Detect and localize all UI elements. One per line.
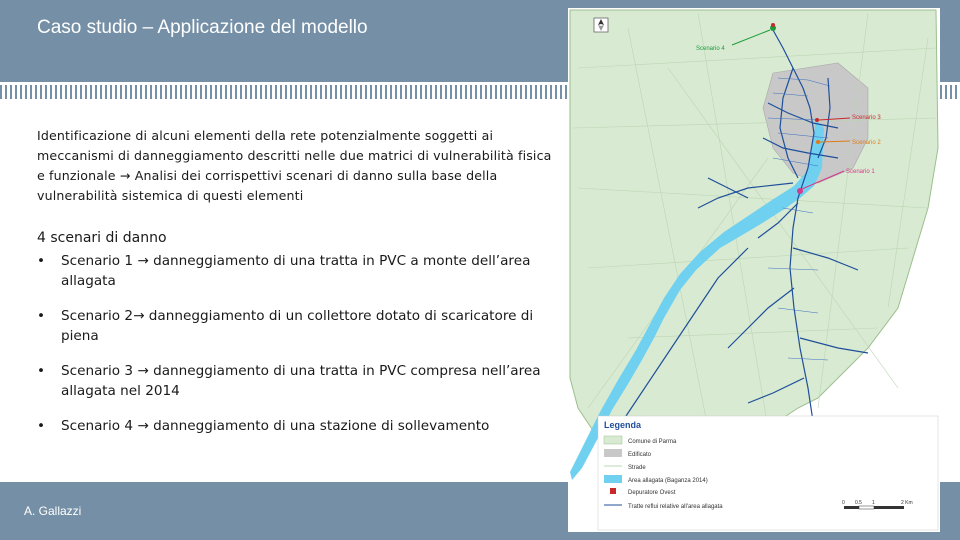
scenario4-label: Scenario 4 <box>696 46 725 52</box>
author-name: A. Gallazzi <box>24 504 82 518</box>
intro-paragraph: Identificazione di alcuni elementi della rete potenzialmente soggetti ai meccanismi di danneggiamento descritti nelle due matrici di vulnerabilità fisica e funzionale → Analisi dei corrispettivi scenari di danno sulla base della vulnerabilità sistemica di questi elementi <box>37 128 552 203</box>
bullet-icon: • <box>37 363 46 379</box>
map-legend <box>598 416 938 530</box>
scenario-item-1 <box>37 251 557 291</box>
scenario-text: Scenario 4 → danneggiamento di una stazione di sollevamento <box>61 418 490 434</box>
bullet-icon: • <box>37 308 46 324</box>
legend-item: Area allagata (Baganza 2014) <box>628 478 708 484</box>
scenario-text: Scenario 1 → danneggiamento di una tratta in PVC a monte dell’area allagata <box>61 253 531 289</box>
scale-tick: 1 <box>872 500 875 506</box>
scenario3-marker <box>815 118 819 122</box>
parma-network-map <box>568 8 940 532</box>
scenario-item-3 <box>37 361 557 401</box>
scale-tick: 0.5 <box>855 500 862 506</box>
legend-swatch-municipality <box>604 436 622 444</box>
bullet-icon: • <box>37 253 46 269</box>
legend-item: Edificato <box>628 452 652 458</box>
scenario3-label: Scenario 3 <box>852 115 881 121</box>
scenario-item-4 <box>37 416 557 436</box>
scenarios-heading: 4 scenari di danno <box>37 230 167 246</box>
scenario-item-2 <box>37 306 557 346</box>
slide-title: Caso studio – Applicazione del modello <box>37 17 368 38</box>
legend-swatch-depurator <box>610 488 616 494</box>
scenario4-point <box>771 23 775 27</box>
legend-item: Comune di Parma <box>628 439 677 445</box>
legend-item: Tratte reflui relative all'area allagata <box>628 504 723 510</box>
slide-content <box>37 126 557 451</box>
scenario2-label: Scenario 2 <box>852 140 881 146</box>
legend-item: Depuratore Ovest <box>628 490 676 496</box>
legend-item: Strade <box>628 465 646 471</box>
scenario-list <box>37 251 557 436</box>
scenario-text: Scenario 2→ danneggiamento di un collettore dotato di scaricatore di piena <box>61 308 534 344</box>
scale-tick: 0 <box>842 500 845 506</box>
legend-swatch-flooded <box>604 475 622 483</box>
north-arrow-icon <box>594 18 608 32</box>
legend-title: Legenda <box>604 420 642 430</box>
scenario2-marker <box>816 140 820 144</box>
scale-tick: 2 Km <box>901 500 913 506</box>
map-svg <box>568 8 940 532</box>
legend-swatch-built <box>604 449 622 457</box>
bullet-icon: • <box>37 418 46 434</box>
scenario-text: Scenario 3 → danneggiamento di una tratta in PVC compresa nell’area allagata nel 2014 <box>61 363 541 399</box>
scenario1-label: Scenario 1 <box>846 169 875 175</box>
